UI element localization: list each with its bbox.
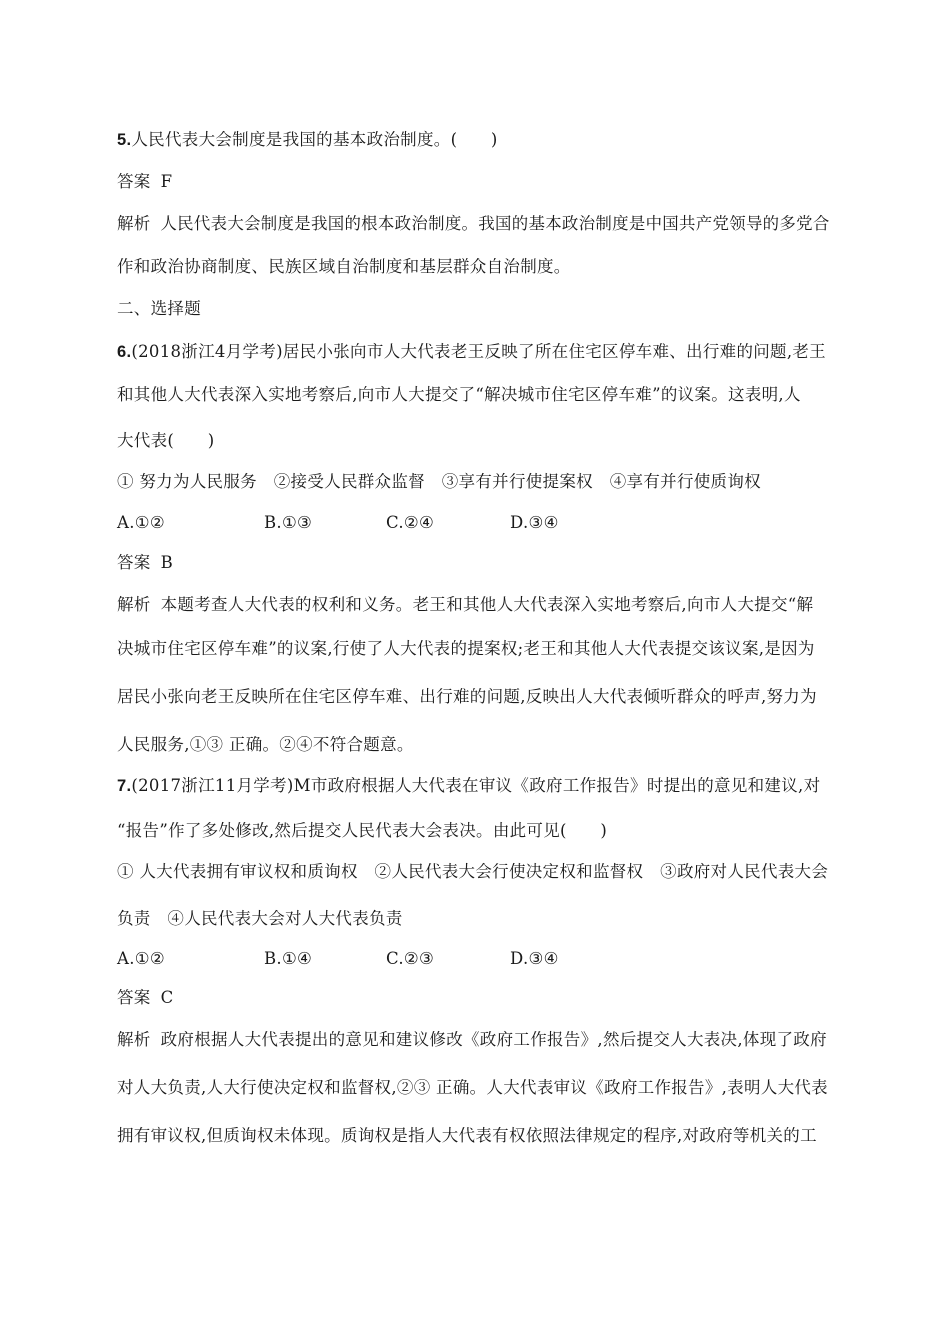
q6-analysis-line-4: 人民服务,①③ 正确。②④不符合题意。 [117, 735, 414, 754]
q7-analysis-text-1: 政府根据人大代表提出的意见和建议修改《政府工作报告》,然后提交人大表决,体现了政府 [160, 1030, 827, 1049]
q5-stem [117, 129, 498, 151]
q5-analysis-line-2: 作和政治协商制度、民族区域自治制度和基层群众自治制度。 [117, 257, 571, 276]
q6-analysis-label: 解析 [117, 595, 151, 614]
q7-answer-value: C [160, 988, 174, 1007]
q6-number: 6. [117, 343, 132, 361]
q6-option-c: C.②④ [386, 513, 435, 532]
q5-answer [117, 171, 172, 193]
q7-stem-text-1: (2017浙江11月学考)M市政府根据人大代表在审议《政府工作报告》时提出的意见和建议,对 [131, 776, 821, 795]
q6-stem-line-1 [117, 341, 826, 363]
q6-stem-text-1: (2018浙江4月学考)居民小张向市人大代表老王反映了所在住宅区停车难、出行难的问题,老王 [131, 342, 826, 361]
q5-analysis-text-1: 人民代表大会制度是我国的根本政治制度。我国的基本政治制度是中国共产党领导的多党合 [160, 214, 830, 233]
q6-statements: ① 努力为人民服务 ②接受人民群众监督 ③享有并行使提案权 ④享有并行使质询权 [117, 472, 761, 491]
q7-options [117, 948, 817, 970]
q6-stem-line-3: 大代表( ) [117, 431, 215, 450]
q7-analysis-line-3: 拥有审议权,但质询权未体现。质询权是指人大代表有权依照法律规定的程序,对政府等机关的工 [117, 1126, 817, 1145]
q6-options [117, 512, 817, 534]
q7-number: 7. [117, 777, 132, 795]
q6-answer-label: 答案 [117, 553, 151, 572]
q6-analysis-line-1 [117, 594, 813, 616]
q7-answer [117, 987, 174, 1009]
q7-option-c: C.②③ [386, 949, 435, 968]
q6-analysis-text-1: 本题考查人大代表的权利和义务。老王和其他人大代表深入实地考察后,向市人大提交“解 [160, 595, 814, 614]
q5-stem-text: 人民代表大会制度是我国的基本政治制度。( ) [131, 130, 498, 149]
q5-answer-value: F [160, 172, 173, 191]
q7-option-d: D.③④ [510, 949, 559, 968]
q6-option-b: B.①③ [264, 513, 313, 532]
q6-stem-line-2: 和其他人大代表深入实地考察后,向市人大提交了“解决城市住宅区停车难”的议案。这表明,人 [117, 385, 801, 404]
q5-answer-label: 答案 [117, 172, 151, 191]
q6-option-d: D.③④ [510, 513, 559, 532]
q7-analysis-line-2: 对人大负责,人大行使决定权和监督权,②③ 正确。人大代表审议《政府工作报告》,表明人大代表 [117, 1078, 828, 1097]
q7-option-a: A.①② [117, 949, 165, 968]
q7-option-b: B.①④ [264, 949, 313, 968]
q7-analysis-line-1 [117, 1029, 827, 1051]
q6-analysis-line-3: 居民小张向老王反映所在住宅区停车难、出行难的问题,反映出人大代表倾听群众的呼声,努力为 [117, 687, 817, 706]
q7-statements-line-1: ① 人大代表拥有审议权和质询权 ②人民代表大会行使决定权和监督权 ③政府对人民代表大会 [117, 862, 829, 881]
q7-analysis-label: 解析 [117, 1030, 151, 1049]
q5-analysis-label: 解析 [117, 214, 151, 233]
q6-analysis-line-2: 决城市住宅区停车难”的议案,行使了人大代表的提案权;老王和其他人大代表提交该议案,是因为 [117, 639, 815, 658]
q6-answer-value: B [160, 553, 174, 572]
section-heading: 二、选择题 [117, 299, 201, 318]
q7-stem-line-1 [117, 775, 820, 797]
q6-answer [117, 552, 173, 574]
q7-stem-line-2: “报告”作了多处修改,然后提交人民代表大会表决。由此可见( ) [117, 821, 608, 840]
q5-number: 5. [117, 131, 132, 149]
q5-analysis-line-1 [117, 213, 830, 235]
q7-answer-label: 答案 [117, 988, 151, 1007]
q6-option-a: A.①② [117, 513, 165, 532]
q7-statements-line-2: 负责 ④人民代表大会对人大代表负责 [117, 909, 403, 928]
